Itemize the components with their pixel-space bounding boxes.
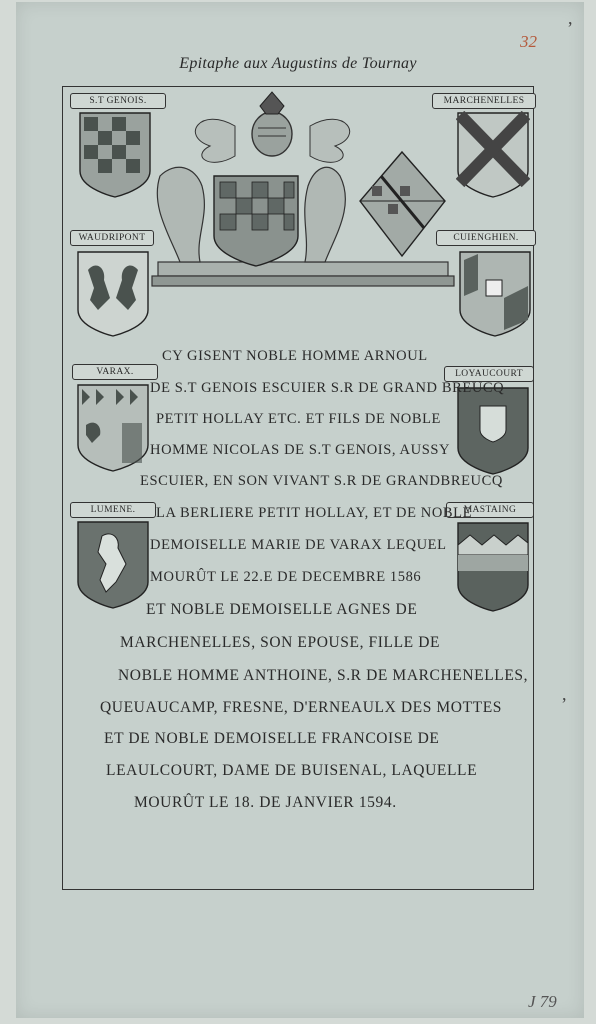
inscription-line-5: ESCUIER, EN SON VIVANT S.R DE GRANDBREUCQ [140, 473, 503, 489]
inscription-line-11: NOBLE HOMME ANTHOINE, S.R DE MARCHENELLES, [118, 667, 529, 684]
shield-label-marchenelles: MARCHENELLES [432, 93, 536, 109]
inscription-line-10: MARCHENELLES, SON EPOUSE, FILLE DE [120, 634, 441, 651]
inscription-line-3: PETIT HOLLAY ETC. ET FILS DE NOBLE [156, 411, 442, 427]
margin-comma-mark-icon-2: , [568, 8, 573, 28]
page-title: Epitaphe aux Augustins de Tournay [179, 55, 417, 72]
shield-label-cuienghien: CUIENGHIEN. [436, 230, 536, 246]
margin-comma-mark-icon: , [562, 684, 567, 704]
shield-label-waudripont: WAUDRIPONT [70, 230, 154, 246]
inscription-line-7: DEMOISELLE MARIE DE VARAX LEQUEL [150, 537, 447, 553]
loyaucourt-shield-icon [456, 386, 530, 476]
varax-shield-icon [76, 383, 150, 473]
st-genois-shield-icon [78, 111, 152, 199]
shield-label-varax: VARAX. [72, 364, 158, 380]
mastaing-shield-icon [456, 521, 530, 613]
inscription-line-2: DE S.T GENOIS ESCUIER S.R DE GRAND BREUCQ [150, 380, 505, 396]
inscription-line-9: ET NOBLE DEMOISELLE AGNES DE [146, 601, 418, 618]
inscription-line-8: MOURÛT LE 22.E DE DECEMBRE 1586 [150, 569, 422, 585]
inscription-line-12: QUEUAUCAMP, FRESNE, D'ERNEAULX DES MOTTES [100, 699, 502, 716]
inscription-line-15: MOURÛT LE 18. DE JANVIER 1594. [134, 794, 397, 811]
inscription-line-4: HOMME NICOLAS DE S.T GENOIS, AUSSY [150, 442, 451, 458]
lumene-shield-icon [76, 520, 150, 610]
inscription-line-14: LEAULCOURT, DAME DE BUISENAL, LAQUELLE [106, 762, 478, 779]
page-number: 32 [520, 32, 537, 51]
marchenelles-shield-icon [456, 111, 530, 199]
inscription-line-13: ET DE NOBLE DEMOISELLE FRANCOISE DE [104, 730, 440, 747]
inscription-line-6: LA BERLIERE PETIT HOLLAY, ET DE NOBLE [156, 505, 473, 521]
waudripont-shield-icon [76, 250, 150, 338]
central-crest-icon [140, 86, 460, 306]
shield-label-loyaucourt: LOYAUCOURT [444, 366, 534, 382]
archive-mark: J 79 [528, 992, 557, 1011]
cuienghien-shield-icon [458, 250, 532, 338]
shield-label-lumene: LUMENE. [70, 502, 156, 518]
inscription-line-1: CY GISENT NOBLE HOMME ARNOUL [162, 348, 428, 364]
shield-label-st-genois: S.T GENOIS. [70, 93, 166, 109]
shield-label-mastaing: MASTAING [446, 502, 534, 518]
